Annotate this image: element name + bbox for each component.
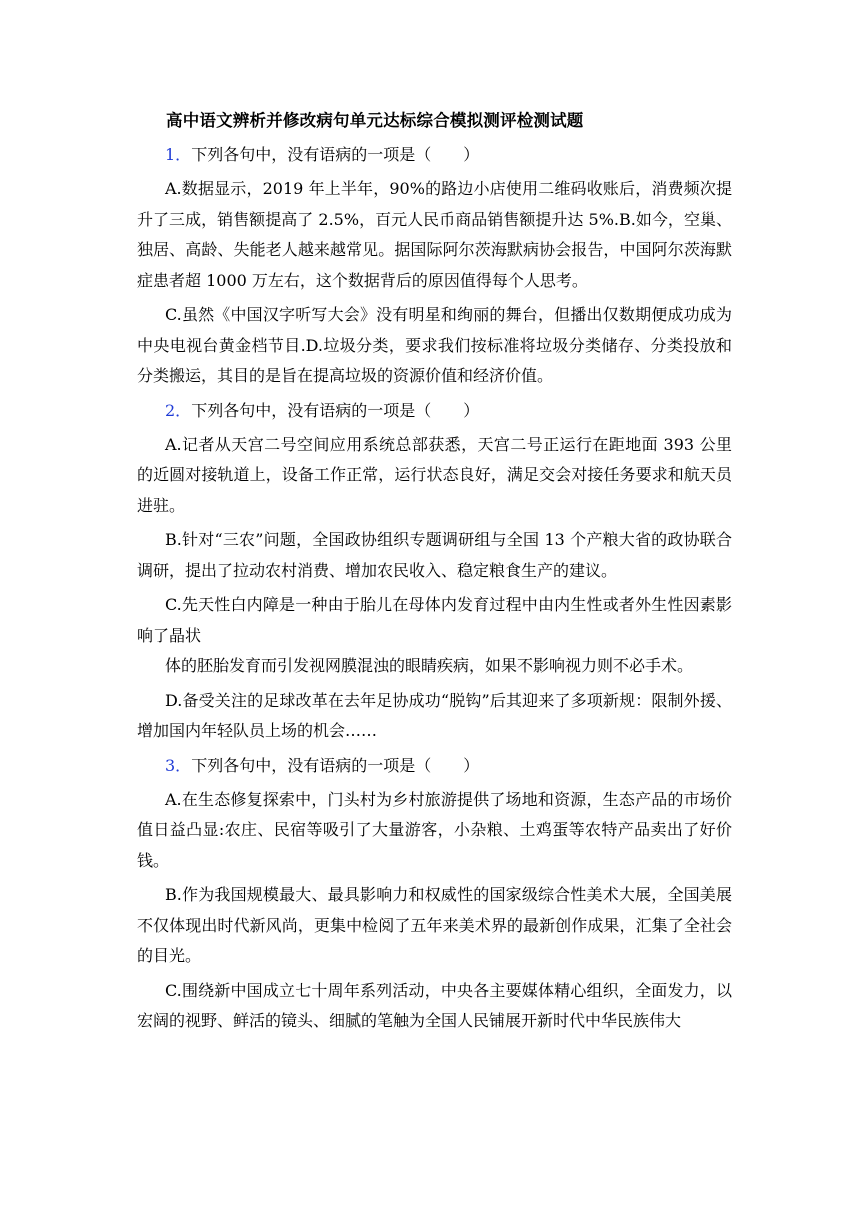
question-3-paragraph: B.作为我国规模最大、最具影响力和权威性的国家级综合性美术大展，全国美展不仅体现出时代新风尚，更集中检阅了五年来美术界的最新创作成果，汇集了全社会的目光。 bbox=[137, 885, 732, 965]
question-2-paragraph: C.先天性白内障是一种由于胎儿在母体内发育过程中由内生性或者外生性因素影响了晶状 bbox=[137, 595, 732, 645]
question-1-paragraph: A.数据显示，2019 年上半年，90%的路边小店使用二维码收账后，消费频次提升了三成，销售额提高了 2.5%，百元人民币商品销售额提升达 5%.B.如今，空巢、独居、高龄、失能老人越来越常见。据国际阿尔茨海默病协会报告，中国阿尔茨海默症患者超 1000 万左右，这个数据背后的原因值得每个人思考。 bbox=[137, 179, 732, 290]
question-3-paragraph: C.围绕新中国成立七十周年系列活动，中央各主要媒体精心组织，全面发力，以宏阔的视野、鲜活的镜头、细腻的笔触为全国人民铺展开新时代中华民族伟大 bbox=[137, 980, 732, 1030]
question-1-number: 1． bbox=[165, 145, 192, 164]
question-3-paragraph: A.在生态修复探索中，门头村为乡村旅游提供了场地和资源，生态产品的市场价值日益凸显:农庄、民宿等吸引了大量游客，小杂粮、土鸡蛋等农特产品卖出了好价钱。 bbox=[137, 789, 732, 870]
question-2-stem: 下列各句中，没有语病的一项是（ ） bbox=[191, 400, 480, 420]
question-1-stem-line bbox=[137, 140, 732, 170]
question-3-stem: 下列各句中，没有语病的一项是（ ） bbox=[191, 755, 480, 775]
question-2-paragraph: B.针对“三农”问题，全国政协组织专题调研组与全国 13 个产粮大省的政协联合调研，提出了拉动农村消费、增加农民收入、稳定粮食生产的建议。 bbox=[137, 530, 732, 580]
question-2-paragraph-continuation: 体的胚胎发育而引发视网膜混浊的眼睛疾病，如果不影响视力则不必手术。 bbox=[165, 656, 694, 675]
question-3-number: 3． bbox=[165, 755, 192, 775]
document-title: 高中语文辨析并修改病句单元达标综合模拟测评检测试题 bbox=[166, 111, 584, 130]
question-2-paragraph: A.记者从天宫二号空间应用系统总部获悉，天宫二号正运行在距地面 393 公里的近圆对接轨道上，设备工作正常，运行状态良好，满足交会对接任务要求和航天员进驻。 bbox=[137, 434, 732, 515]
question-2-number: 2． bbox=[165, 400, 192, 420]
question-1-paragraph: C.虽然《中国汉字听写大会》没有明星和绚丽的舞台，但播出仅数期便成功成为中央电视台黄金档节目.D.垃圾分类，要求我们按标准将垃圾分类储存、分类投放和分类搬运，其目的是旨在提高垃圾的资源价值和经济价值。 bbox=[137, 305, 732, 385]
question-3-stem-line bbox=[137, 751, 732, 781]
question-1-stem: 下列各句中，没有语病的一项是（ ） bbox=[191, 145, 480, 164]
question-2-stem-line bbox=[137, 396, 732, 426]
question-2-paragraph: D.备受关注的足球改革在去年足协成功“脱钩”后其迎来了多项新规：限制外援、增加国内年轻队员上场的机会…… bbox=[137, 690, 732, 740]
document-content bbox=[137, 106, 732, 1041]
